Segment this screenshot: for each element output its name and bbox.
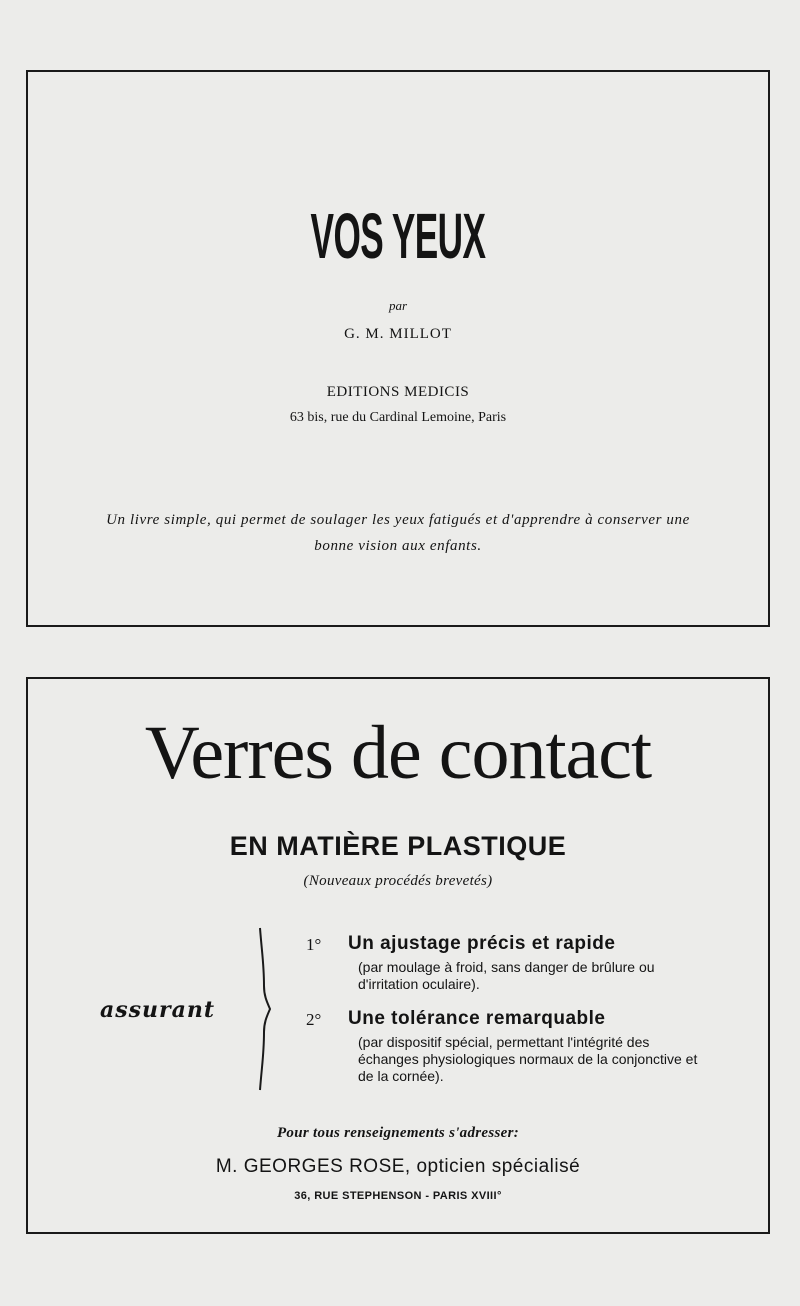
book-description: Un livre simple, qui permet de soulager les yeux fatigués et d'apprendre à conserver une bonne vision aux enfants. [106,512,690,554]
point-heading: Un ajustage précis et rapide [348,933,616,954]
contact-lens-advertisement [26,677,770,1234]
optician-name: M. GEORGES ROSE, opticien spécialisé [215,1156,581,1177]
feature-point-2 [306,1008,706,1085]
point-number: 2° [306,1010,322,1029]
feature-point-1 [306,933,706,993]
patent-note: (Nouveaux procédés brevetés) [303,873,493,889]
book-advertisement [26,70,770,627]
assurant-label: assurant [100,997,216,1023]
ad-subtitle: EN MATIÈRE PLASTIQUE [229,831,567,861]
point-heading: Une tolérance remarquable [348,1008,606,1029]
ad-headline: Verres de contact [144,711,652,795]
author-name: G. M. MILLOT [344,326,452,342]
publisher-name: EDITIONS MEDICIS [326,384,470,400]
optician-address: 36, RUE STEPHENSON - PARIS XVIII° [294,1190,502,1202]
contact-label: Pour tous renseignements s'adresser: [276,1125,520,1141]
point-number: 1° [306,935,322,954]
publisher-address: 63 bis, rue du Cardinal Lemoine, Paris [289,410,507,425]
book-title: VOS YEUX [310,200,486,272]
by-label: par [388,298,408,313]
brace-icon [250,924,280,1094]
point-body: (par moulage à froid, sans danger de brûlure ou d'irritation oculaire). [358,959,655,992]
point-body: (par dispositif spécial, permettant l'intégrité des échanges physiologiques normaux de la conjonctive et de la cornée). [358,1034,698,1084]
